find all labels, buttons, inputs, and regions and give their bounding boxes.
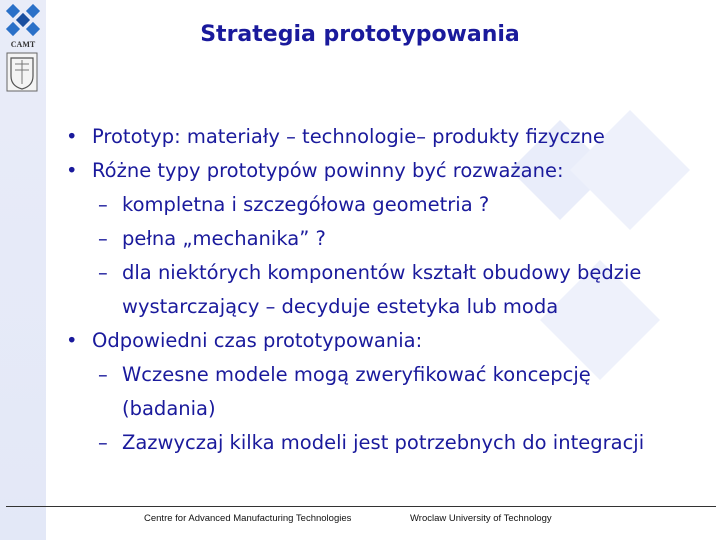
bullet-text: Różne typy prototypów powinny być rozważane:	[92, 159, 564, 182]
dash-marker: –	[98, 227, 108, 250]
sub-item	[66, 222, 716, 256]
sub-item	[66, 426, 716, 460]
slide-content	[66, 120, 716, 460]
sub-item-text: Wczesne modele mogą zweryfikować koncepcję	[122, 363, 591, 386]
sub-item-text: (badania)	[122, 397, 216, 420]
dash-marker: –	[98, 431, 108, 454]
bullet-text: Odpowiedni czas prototypowania:	[92, 329, 423, 352]
sub-item	[66, 188, 716, 222]
bullet-marker: •	[66, 159, 78, 182]
dash-marker: –	[98, 363, 108, 386]
bullet-item-2	[66, 154, 716, 188]
bullet-item-1	[66, 120, 716, 154]
footer-right-text: Wroclaw University of Technology	[410, 513, 552, 524]
slide-title: Strategia prototypowania	[200, 22, 520, 47]
footer-divider	[6, 506, 716, 507]
dash-marker: –	[98, 193, 108, 216]
sub-item-text: wystarczający – decyduje estetyka lub moda	[122, 295, 559, 318]
sub-item-continuation	[66, 392, 716, 426]
sub-item-continuation	[66, 290, 716, 324]
bullet-text: Prototyp: materiały – technologie– produkty fizyczne	[92, 125, 605, 148]
camt-logo-text: CAMT	[10, 40, 36, 49]
camt-logo	[4, 4, 42, 50]
bullet-item-3	[66, 324, 716, 358]
sub-item	[66, 358, 716, 392]
sub-item-text: pełna „mechanika” ?	[122, 227, 326, 250]
footer-left-text: Centre for Advanced Manufacturing Technologies	[144, 513, 352, 524]
university-crest-logo	[6, 52, 38, 92]
left-sidebar	[0, 0, 46, 540]
dash-marker: –	[98, 261, 108, 284]
bullet-marker: •	[66, 125, 78, 148]
sub-item-text: dla niektórych komponentów kształt obudowy będzie	[122, 261, 642, 284]
bullet-marker: •	[66, 329, 78, 352]
sub-item-text: kompletna i szczegółowa geometria ?	[122, 193, 490, 216]
sub-item-text: Zazwyczaj kilka modeli jest potrzebnych do integracji	[122, 431, 645, 454]
sub-item	[66, 256, 716, 290]
